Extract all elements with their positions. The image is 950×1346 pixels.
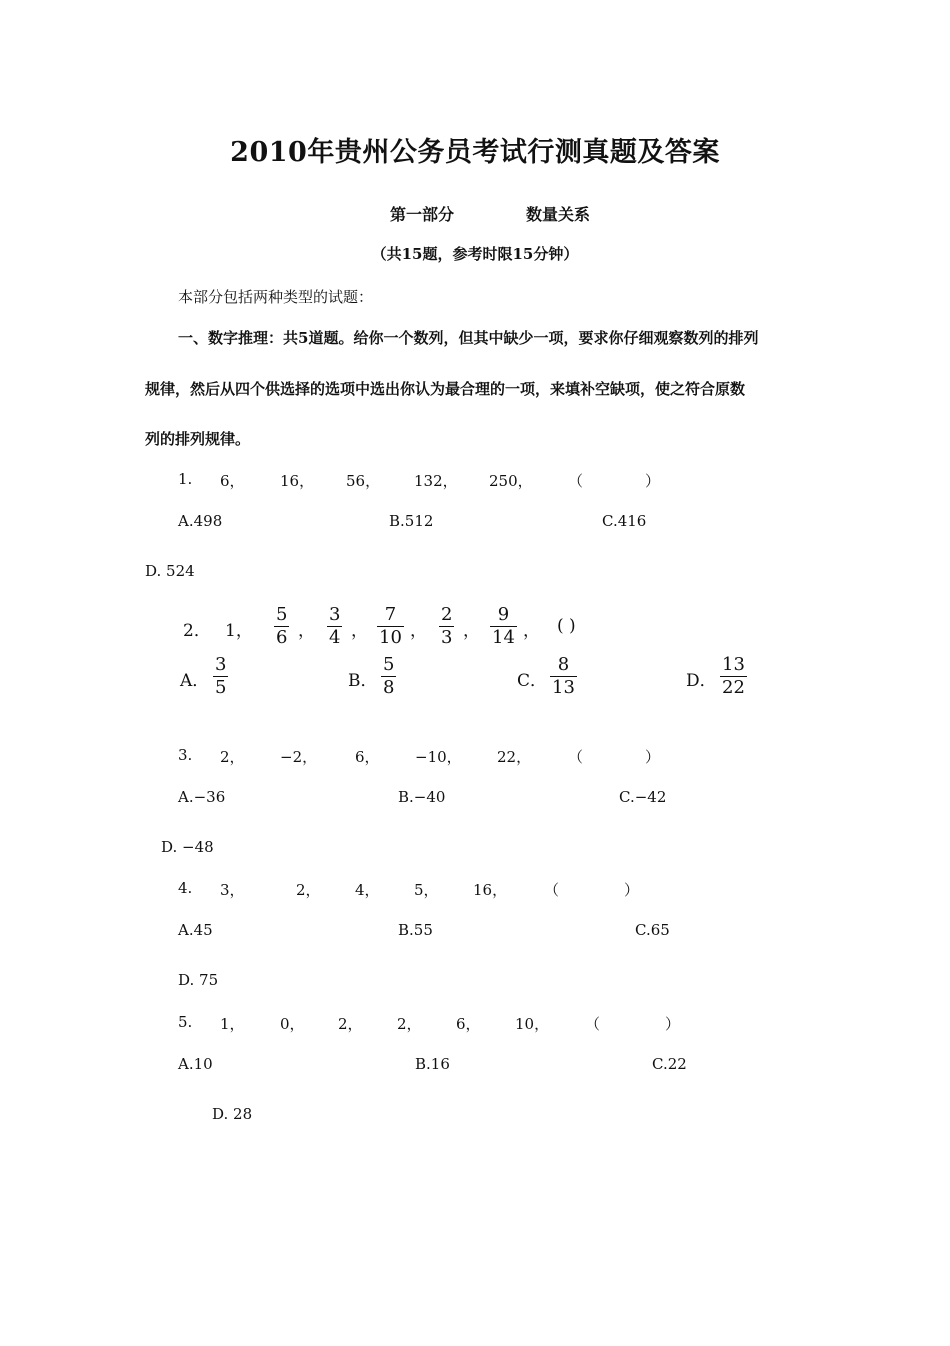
q4-term: 16， (473, 881, 508, 899)
q5-term: 6， (456, 1015, 481, 1033)
q3-blank-open: （ (568, 748, 584, 766)
q1-term: 250， (489, 472, 533, 490)
q1-term: 16， (280, 472, 315, 490)
q5-option-b: B.16 (415, 1055, 450, 1073)
q2-blank: ( ) (557, 616, 576, 636)
q2-option-d-label: D． (686, 671, 717, 691)
q4-term: 3， (220, 881, 245, 899)
page-title: 2010年贵州公务员考试行测真题及答案 (230, 137, 720, 168)
q2-option-b-fraction: 5 8 (383, 654, 395, 698)
q2-option-c-fraction: 8 13 (552, 654, 575, 698)
q1-option-a: A.498 (178, 512, 223, 530)
q5-option-c: C.22 (652, 1055, 687, 1073)
q2-fraction-term: 3 4 (329, 604, 341, 648)
q2-comma: ， (523, 621, 540, 641)
q4-term: 5， (414, 881, 439, 899)
q5-term: 2， (338, 1015, 363, 1033)
q3-term: 2， (220, 748, 245, 766)
intro-text: 本部分包括两种类型的试题： (178, 288, 374, 306)
part-topic: 数量关系 (526, 205, 591, 224)
section1-line1: 一、数字推理：共5道题。给你一个数列，但其中缺少一项，要求你仔细观察数列的排列 (178, 329, 759, 347)
q3-number: 3. (178, 746, 193, 764)
q5-option-a: A.10 (178, 1055, 213, 1073)
q5-number: 5. (178, 1013, 193, 1031)
q2-option-a-fraction: 3 5 (215, 654, 227, 698)
q4-option-b: B.55 (398, 921, 433, 939)
q3-term: 6， (355, 748, 380, 766)
q2-option-c-label: C． (517, 671, 548, 691)
q2-option-a-label: A． (180, 671, 210, 691)
q2-fraction-term: 7 10 (379, 604, 402, 648)
q2-fraction-term: 9 14 (492, 604, 515, 648)
q2-first-term: 1， (225, 621, 253, 641)
q2-comma: ， (351, 621, 368, 641)
q2-comma: ， (298, 621, 315, 641)
section1-line2: 规律，然后从四个供选择的选项中选出你认为最合理的一项，来填补空缺项，使之符合原数 (145, 380, 746, 398)
q3-blank-close: ） (645, 748, 661, 766)
q4-blank-close: ） (624, 881, 640, 899)
q3-option-a: A.−36 (178, 788, 226, 806)
q2-option-d-fraction: 13 22 (722, 654, 745, 698)
section1-line3: 列的排列规律。 (145, 430, 251, 448)
q2-fraction-term: 2 3 (441, 604, 453, 648)
q3-term: −10， (415, 748, 462, 766)
q1-option-c: C.416 (602, 512, 647, 530)
q2-comma: ， (410, 621, 427, 641)
q4-option-c: C.65 (635, 921, 670, 939)
q4-blank-open: （ (544, 881, 560, 899)
q1-option-b: B.512 (389, 512, 434, 530)
q2-option-b-label: B． (348, 671, 378, 691)
subtitle: （共15题，参考时限15分钟） (371, 245, 579, 263)
q5-term: 0， (280, 1015, 305, 1033)
q1-term: 132， (414, 472, 458, 490)
q3-option-d: D. −48 (161, 838, 214, 856)
q5-option-d: D. 28 (212, 1105, 253, 1123)
q3-term: −2， (280, 748, 318, 766)
q2-comma: ， (463, 621, 480, 641)
q1-option-d: D. 524 (145, 562, 195, 580)
q3-option-b: B.−40 (398, 788, 446, 806)
q2-number: 2． (183, 621, 211, 641)
q1-blank-open: （ (568, 472, 584, 490)
q5-term: 2， (397, 1015, 422, 1033)
q5-blank-close: ） (665, 1015, 681, 1033)
q1-term: 6， (220, 472, 245, 490)
q5-term: 1， (220, 1015, 245, 1033)
q3-term: 22， (497, 748, 532, 766)
q4-option-a: A.45 (178, 921, 213, 939)
q4-term: 4， (355, 881, 380, 899)
q2-fraction-term: 5 6 (276, 604, 288, 648)
q3-option-c: C.−42 (619, 788, 667, 806)
q1-number: 1. (178, 470, 193, 488)
q5-term: 10， (515, 1015, 550, 1033)
q1-term: 56， (346, 472, 381, 490)
q4-option-d: D. 75 (178, 971, 219, 989)
q1-blank-close: ） (645, 472, 661, 490)
q5-blank-open: （ (585, 1015, 601, 1033)
part-name: 第一部分 (390, 205, 455, 224)
q4-term: 2， (296, 881, 321, 899)
q4-number: 4. (178, 879, 193, 897)
